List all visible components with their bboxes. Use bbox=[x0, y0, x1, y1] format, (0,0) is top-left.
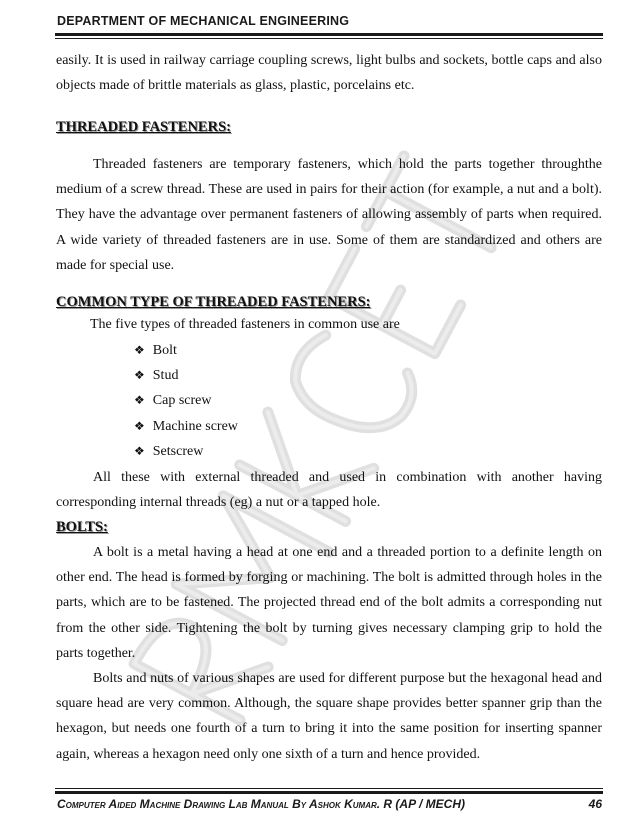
footer-rule-thin bbox=[55, 788, 603, 789]
page-number: 46 bbox=[588, 797, 602, 811]
threaded-fasteners-paragraph: Threaded fasteners are temporary fasteners, which hold the parts together throughthe medium of a screw thread. These are used in pairs for their action (for example, a nut and a bolt). They have the advantage over permanent fasteners of allowing assembly of parts when required. A wide variety of threaded fasteners are in use. Some of them are standardized and others are made for special use. bbox=[56, 157, 602, 273]
intro-paragraph: easily. It is used in railway carriage coupling screws, light bulbs and sockets, bottle caps and also objects made of brittle materials as glass, plastic, porcelains etc. bbox=[56, 53, 602, 94]
heading-common-types: COMMON TYPE OF THREADED FASTENERS: bbox=[56, 294, 371, 310]
heading-threaded-fasteners: THREADED FASTENERS: bbox=[56, 119, 231, 135]
diamond-bullet-icon: ❖ bbox=[134, 343, 145, 357]
bolt-paragraph-1: A bolt is a metal having a head at one end and a threaded portion to a definite length on other end. The head is formed by forging or machining. The bolt is admitted through holes in the parts, which are to be fastened. The projected thread end of the bolt admits a corresponding nut from the other side. Tightening the bolt by turning gives necessary clamping grip to hold the parts together. bbox=[56, 545, 602, 661]
list-item: ❖ Machine screw bbox=[134, 414, 238, 439]
diamond-bullet-icon: ❖ bbox=[134, 418, 145, 433]
page-header bbox=[57, 14, 602, 28]
heading-bolts: BOLTS: bbox=[56, 519, 108, 535]
diamond-bullet-icon: ❖ bbox=[134, 443, 145, 458]
page-footer bbox=[57, 797, 602, 811]
bolt-paragraph-2: Bolts and nuts of various shapes are used for different purpose but the hexagonal head and square head are very common. Although, the square shape provides better spanner grip than the hexagon, but needs one fourth of a turn to bring it into the same position for inserting spanner again, whereas a hexagon need only one sixth of a turn and hence provided. bbox=[56, 671, 602, 762]
fastener-type-list bbox=[134, 338, 238, 464]
list-item: ❖ Cap screw bbox=[134, 388, 238, 413]
all-these-paragraph: All these with external threaded and used in combination with another having corresponding internal threads (eg) a nut or a tapped hole. bbox=[56, 470, 602, 511]
list-item: ❖ Bolt bbox=[134, 338, 238, 363]
header-rule-thin bbox=[55, 38, 603, 39]
header-rule-thick bbox=[55, 33, 603, 36]
diamond-bullet-icon: ❖ bbox=[134, 368, 145, 383]
diamond-bullet-icon: ❖ bbox=[134, 393, 145, 408]
common-types-intro: The five types of threaded fasteners in common use are bbox=[90, 317, 400, 332]
department-title: DEPARTMENT OF MECHANICAL ENGINEERING bbox=[57, 14, 350, 28]
list-item: ❖ Setscrew bbox=[134, 439, 238, 464]
footer-rule-thick bbox=[55, 791, 603, 794]
manual-title: Computer Aided Machine Drawing Lab Manual By Ashok Kumar. R (AP / MECH) bbox=[57, 797, 465, 811]
list-item: ❖ Stud bbox=[134, 363, 238, 388]
